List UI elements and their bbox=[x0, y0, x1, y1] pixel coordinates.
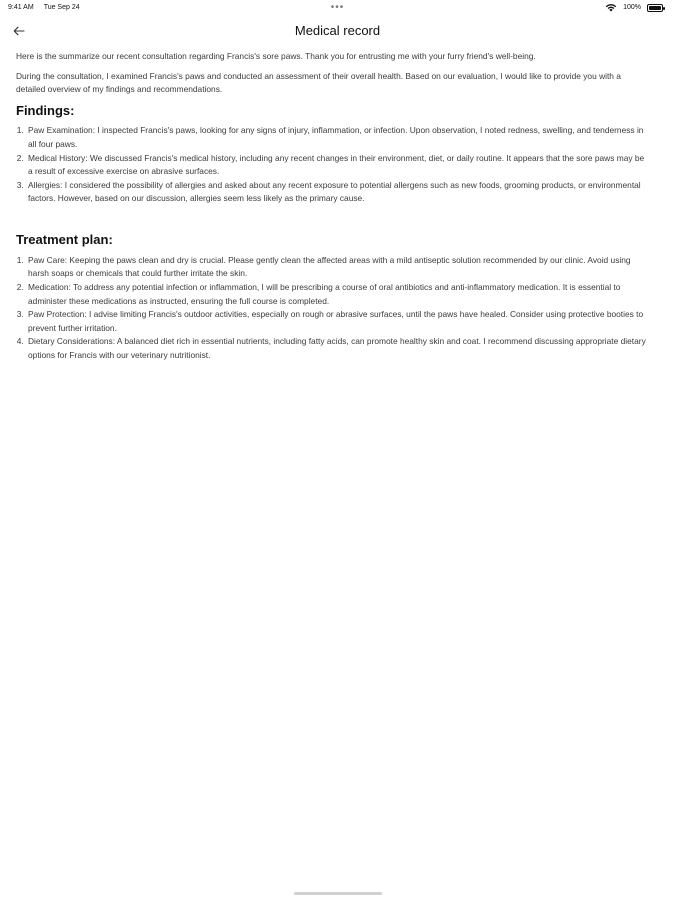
wifi-icon bbox=[605, 3, 617, 12]
status-date: Tue Sep 24 bbox=[43, 4, 80, 11]
findings-item: 2. Medical History: We discussed Francis's medical history, including any recent changes in their environment, diet, or daily routine. It appears that the sore paws may be a result of excessive exercise on abrasive surfaces. bbox=[26, 152, 651, 179]
battery-icon bbox=[647, 4, 663, 12]
treatment-item: 4. Dietary Considerations: A balanced diet rich in essential nutrients, including fatty acids, can promote healthy skin and coat. I recommend discussing appropriate dietary options for Francis with our veterinary nutritionist. bbox=[26, 335, 651, 362]
findings-heading: Findings: bbox=[16, 102, 75, 118]
findings-list bbox=[16, 124, 651, 206]
medical-record-content bbox=[16, 50, 651, 363]
battery-percent: 100% bbox=[623, 4, 641, 11]
nav-header bbox=[0, 16, 675, 46]
page-title: Medical record bbox=[294, 23, 381, 38]
home-indicator[interactable] bbox=[294, 892, 382, 895]
intro-paragraph: Here is the summarize our recent consultation regarding Francis's sore paws. Thank you for entrusting me with your furry friend's well-being. bbox=[16, 51, 536, 61]
treatment-item: 2. Medication: To address any potential infection or inflammation, I will be prescribing a course of oral antibiotics and anti-inflammatory medication. It is essential to administer these medications as instructed, ensuring the full course is completed. bbox=[26, 281, 651, 308]
intro-paragraph: During the consultation, I examined Francis's paws and conducted an assessment of their overall health. Based on our evaluation, I would like to provide you with a detailed overview of my findings and recommendations. bbox=[16, 70, 621, 95]
multitasking-dots[interactable]: ••• bbox=[330, 2, 345, 13]
treatment-heading: Treatment plan: bbox=[16, 232, 113, 248]
status-time: 9:41 AM bbox=[8, 4, 34, 11]
findings-item: 1. Paw Examination: I inspected Francis's paws, looking for any signs of injury, inflammation, or infection. Upon observation, I noted redness, swelling, and tenderness in all four paws. bbox=[26, 124, 651, 151]
treatment-item: 1. Paw Care: Keeping the paws clean and dry is crucial. Please gently clean the affected areas with a mild antiseptic solution recommended by our clinic. Avoid using harsh soaps or chemicals that could further irritate the skin. bbox=[26, 254, 651, 281]
treatment-item: 3. Paw Protection: I advise limiting Francis's outdoor activities, especially on rough or abrasive surfaces, until the paws have healed. Consider using protective booties to prevent further irritation. bbox=[26, 308, 651, 335]
status-left bbox=[8, 4, 80, 11]
status-bar bbox=[0, 0, 675, 16]
status-right bbox=[605, 3, 663, 12]
findings-item: 3. Allergies: I considered the possibility of allergies and asked about any recent exposure to potential allergens such as new foods, grooming products, or environmental factors. However, based on our discussion, allergies seem less likely as the primary cause. bbox=[26, 179, 651, 206]
treatment-list bbox=[16, 254, 651, 363]
